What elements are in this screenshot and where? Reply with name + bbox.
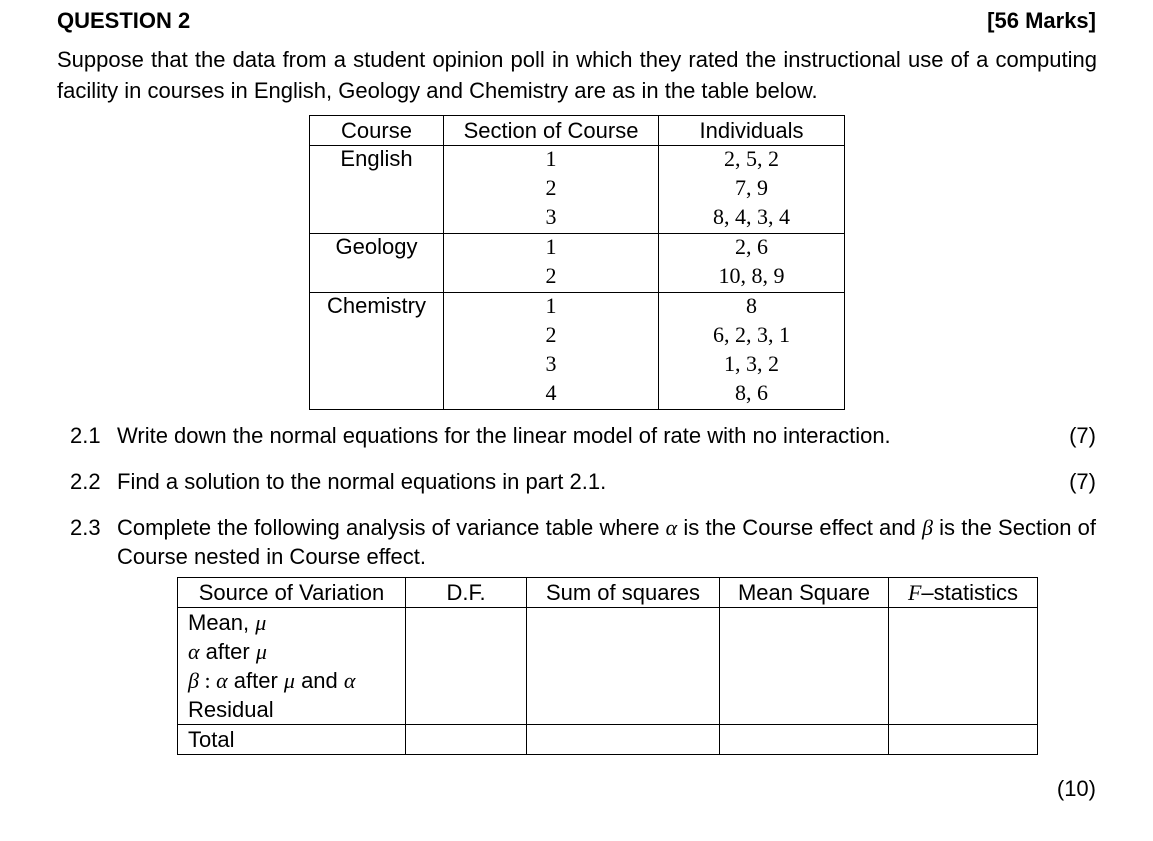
question-marks: (7) — [1069, 423, 1096, 448]
ss-cell[interactable] — [527, 608, 720, 725]
course-cell: Chemistry — [310, 293, 444, 410]
text-part: is the Course effect and — [677, 515, 922, 540]
source-residual: Residual — [188, 697, 274, 722]
question-2-3 — [70, 513, 1096, 571]
question-number: 2.1 — [70, 423, 101, 448]
section-cell: 2 — [444, 263, 659, 293]
question-number: 2.3 — [70, 515, 101, 540]
ss-cell[interactable] — [527, 725, 720, 755]
source-beta — [188, 666, 395, 695]
text-part: is the Section of Course nested in Course effect. — [117, 515, 1096, 569]
individuals-cell: 10, 8, 9 — [659, 263, 845, 293]
mu-symbol: μ — [255, 610, 267, 635]
question-2-1 — [70, 421, 1096, 450]
question-text: Find a solution to the normal equations in part 2.1. — [117, 469, 607, 494]
section-cell: 3 — [444, 351, 659, 380]
section-cell: 1 — [444, 293, 659, 323]
text-part: Complete the following analysis of variance table where — [117, 515, 666, 540]
individuals-cell: 2, 6 — [659, 234, 845, 264]
section-cell: 3 — [444, 204, 659, 234]
table-row — [310, 293, 845, 323]
question-text — [117, 513, 1096, 571]
table-row — [310, 146, 845, 176]
intro-paragraph: Suppose that the data from a student opinion poll in which they rated the instructional use of a computing facility in courses in English, Geology and Chemistry are as in the table below. — [57, 47, 1097, 103]
question-marks: [56 Marks] — [987, 8, 1096, 33]
col-header-course: Course — [310, 116, 444, 146]
label: and — [294, 668, 344, 693]
individuals-cell: 7, 9 — [659, 175, 845, 204]
alpha-symbol: α — [343, 668, 356, 693]
source-mean — [188, 608, 395, 637]
individuals-cell: 2, 5, 2 — [659, 146, 845, 176]
section-cell: 1 — [444, 146, 659, 176]
section-cell: 2 — [444, 322, 659, 351]
individuals-cell: 8, 6 — [659, 380, 845, 410]
source-total: Total — [178, 725, 406, 755]
col-header-ss: Sum of squares — [527, 578, 720, 608]
individuals-cell: 6, 2, 3, 1 — [659, 322, 845, 351]
mu-symbol: μ — [283, 668, 295, 693]
f-cell[interactable] — [889, 608, 1038, 725]
df-cell[interactable] — [406, 725, 527, 755]
question-text: Write down the normal equations for the linear model of rate with no interaction. — [117, 423, 891, 448]
table-row — [178, 608, 1038, 725]
poll-data-table — [309, 115, 845, 410]
question-2-2 — [70, 467, 1096, 496]
beta-symbol: β — [188, 668, 199, 693]
f-label: –statistics — [921, 579, 1019, 605]
table-header-row — [310, 116, 845, 146]
col-header-individuals: Individuals — [659, 116, 845, 146]
colon: : — [198, 668, 217, 693]
section-cell: 1 — [444, 234, 659, 264]
ms-cell[interactable] — [720, 725, 889, 755]
col-header-source: Source of Variation — [178, 578, 406, 608]
df-cell[interactable] — [406, 608, 527, 725]
question-2-3-marks: (10) — [1056, 776, 1096, 801]
table-row — [310, 234, 845, 264]
individuals-cell: 1, 3, 2 — [659, 351, 845, 380]
label: after — [199, 639, 256, 664]
source-alpha — [188, 637, 395, 666]
question-header — [57, 8, 1096, 38]
table-row — [178, 725, 1038, 755]
section-cell: 2 — [444, 175, 659, 204]
label: Mean, — [188, 610, 256, 635]
col-header-df: D.F. — [406, 578, 527, 608]
question-title: QUESTION 2 — [57, 8, 191, 33]
source-cell — [178, 608, 406, 725]
alpha-symbol: α — [216, 668, 228, 693]
f-cell[interactable] — [889, 725, 1038, 755]
col-header-section: Section of Course — [444, 116, 659, 146]
section-cell: 4 — [444, 380, 659, 410]
col-header-f — [889, 578, 1038, 608]
ms-cell[interactable] — [720, 608, 889, 725]
course-cell: Geology — [310, 234, 444, 293]
beta-symbol: β — [921, 515, 933, 540]
question-marks: (7) — [1069, 469, 1096, 494]
mu-symbol: μ — [255, 639, 267, 664]
alpha-symbol: α — [188, 639, 200, 664]
question-number: 2.2 — [70, 469, 101, 494]
course-cell: English — [310, 146, 444, 234]
label: after — [227, 668, 284, 693]
alpha-symbol: α — [665, 515, 678, 540]
individuals-cell: 8, 4, 3, 4 — [659, 204, 845, 234]
anova-header-row — [178, 578, 1038, 608]
anova-table — [177, 577, 1038, 755]
f-symbol: F — [907, 579, 922, 605]
col-header-ms: Mean Square — [720, 578, 889, 608]
individuals-cell: 8 — [659, 293, 845, 323]
